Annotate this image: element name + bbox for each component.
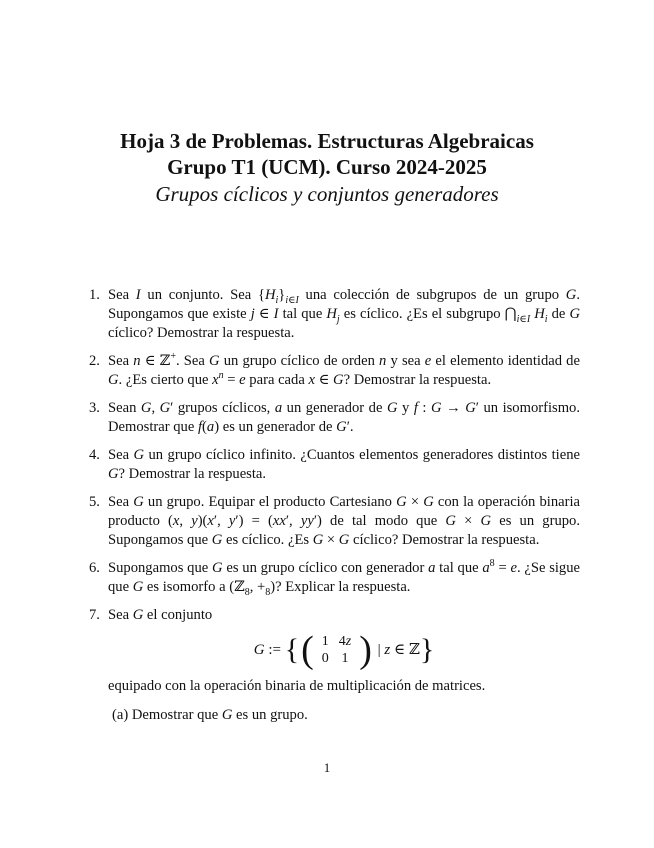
matrix: 1 4z 0 1 (321, 634, 352, 666)
document-title-line-1: Hoja 3 de Problemas. Estructuras Algebraicas (120, 129, 534, 153)
problem-5: 5. Sea G un grupo. Equipar el producto Cartesiano G × G con la operación binaria producto (x, y)(x′, y′) = (xx′, yy′) de tal modo que G × G es un grupo. Supongamos que G es cíclico. ¿Es G × G cíclico? Demostrar la respuesta. (89, 494, 580, 548)
set-definition-formula: G := { ( 1 4z 0 1 ) | z ∈ ℤ } (253, 629, 435, 671)
problem-2: 2. Sea n ∈ ℤ+. Sea G un grupo cíclico de orden n y sea e el elemento identidad de G. ¿Es cierto que $x^n = e$ para cada x ∈ G? Demostrar la respuesta. (89, 351, 580, 388)
problem-3: 3. Sean G, G′ grupos cíclicos, a un generador de G y f : G → G′ un isomorfismo. Demostrar que f(a) es un generador de G′. (89, 400, 581, 435)
subitem-text: Demostrar que (131, 707, 219, 723)
page-number: 1 (323, 760, 331, 775)
problem-number: 1. (89, 287, 100, 303)
problem-list (89, 286, 581, 734)
problem-1: 1. Sea I un conjunto. Sea $\{H_i\}_{i\in I}$ una colección de subgrupos de un grupo G. Supongamos que existe j ∈ I tal que $H_j$ es cíclico. ¿Es el subgrupo $⋂_{i\in I}$ $H_i$ de G cíclico? Demostrar la respuesta. (89, 287, 580, 341)
problem-4: 4. Sea G un grupo cíclico infinito. ¿Cuantos elementos generadores distintos tiene G? Demostrar la respuesta. (89, 447, 580, 482)
problem-number: 6. (89, 560, 100, 576)
subitem-label: (a) (112, 707, 129, 723)
problem-number: 3. (89, 400, 100, 416)
problem-7-subitem-a: (a) Demostrar que G es un grupo. (112, 707, 308, 723)
problem-number: 4. (89, 447, 100, 463)
problem-number: 2. (89, 353, 100, 369)
document-subtitle: Grupos cíclicos y conjuntos generadores (155, 182, 499, 206)
problem-number: 5. (89, 494, 100, 510)
problem-7: 7. Sea G el conjunto G := { ( 1 4z 0 1 ) | z ∈ ℤ } equipado con la operación binaria de multiplicación de matrices. (a) Demostrar que G es un grupo. (108, 606, 580, 725)
problem-number: 7. (89, 607, 100, 623)
problem-6: 6. Supongamos que G es un grupo cíclico con generador a tal que $a^8 = e$. ¿Se sigue que G es isomorfo a (ℤ$_8$, $+_8$)? Explicar la respuesta. (89, 558, 581, 598)
document-title-line-2: Grupo T1 (UCM). Curso 2024-2025 (167, 155, 487, 179)
document-header (0, 128, 654, 208)
